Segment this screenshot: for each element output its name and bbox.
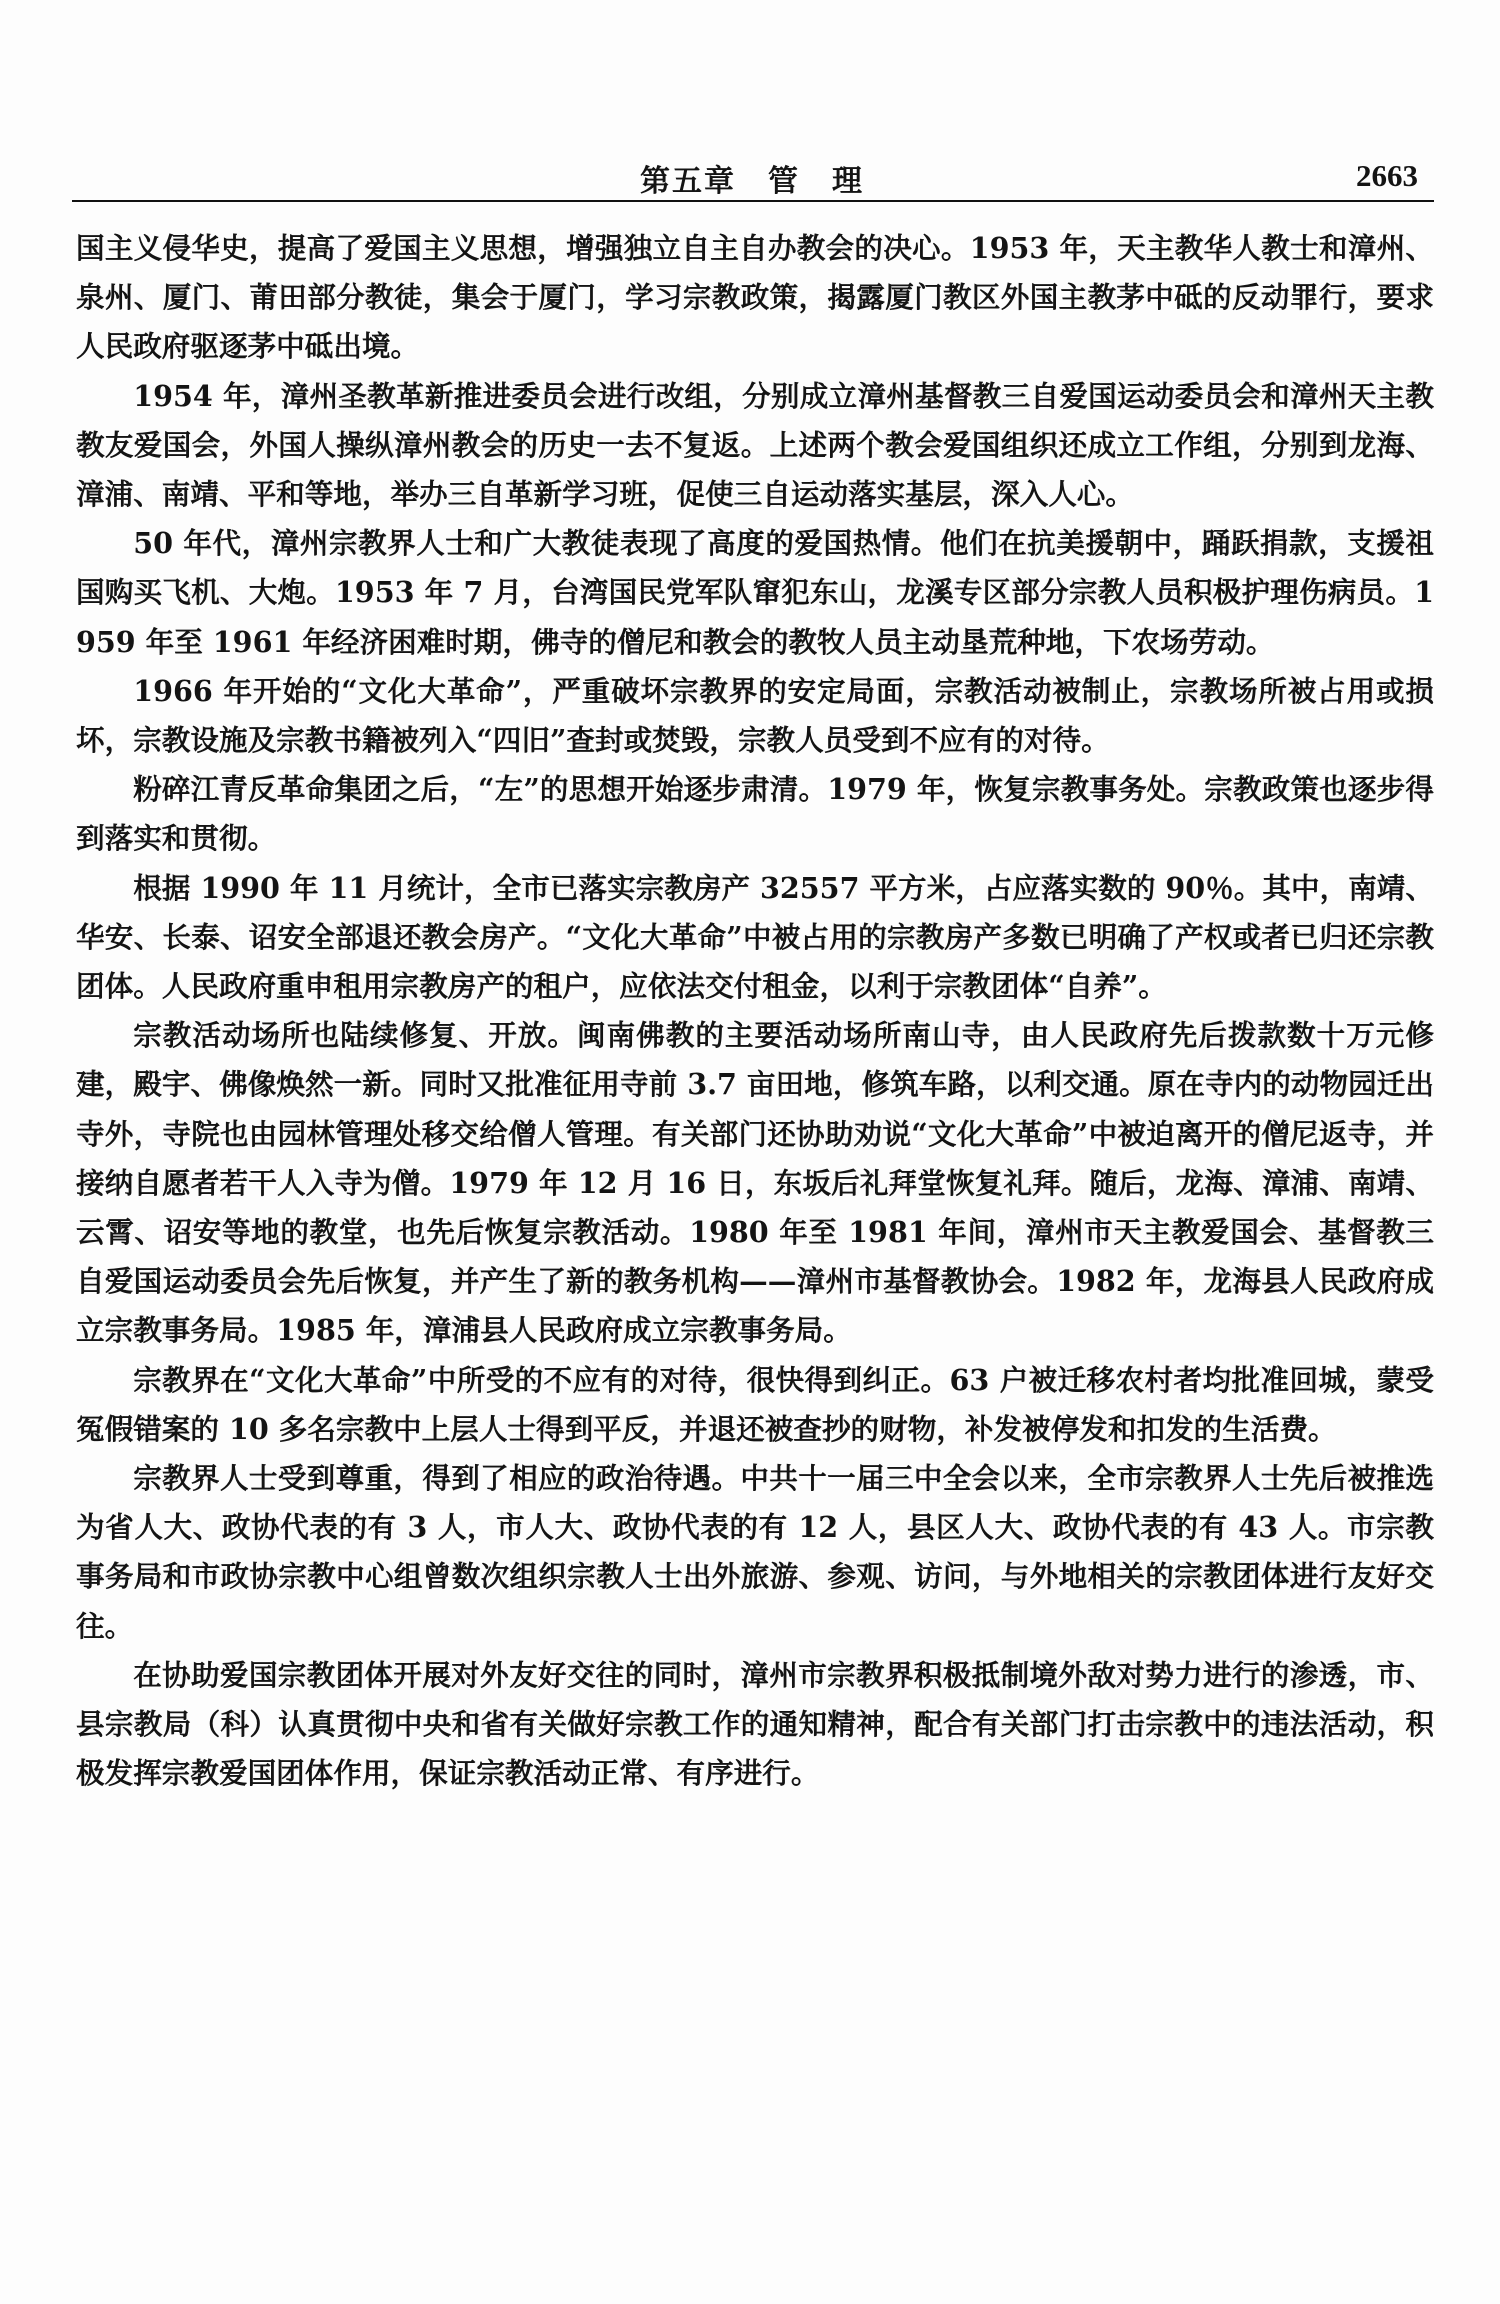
paragraph: 在协助爱国宗教团体开展对外友好交往的同时，漳州市宗教界积极抵制境外敌对势力进行的渗透，市、县宗教局（科）认真贯彻中央和省有关做好宗教工作的通知精神，配合有关部门打击宗教中的违法活动，积极发挥宗教爱国团体作用，保证宗教活动正常、有序进行。 — [76, 1657, 1434, 1791]
chapter-title: 第五章 管 理 — [640, 164, 864, 199]
running-header — [72, 148, 1432, 200]
paragraph: 1954 年，漳州圣教革新推进委员会进行改组，分别成立漳州基督教三自爱国运动委员会和漳州天主教教友爱国会，外国人操纵漳州教会的历史一去不复返。上述两个教会爱国组织还成立工作组，分别到龙海、漳浦、南靖、平和等地，举办三自革新学习班，促使三自运动落实基层，深入人心。 — [76, 378, 1434, 512]
paragraph: 根据 1990 年 11 月统计，全市已落实宗教房产 32557 平方米，占应落实数的 90％。其中，南靖、华安、长泰、诏安全部退还教会房产。“文化大革命”中被占用的宗教房产多数已明确了产权或者已归还宗教团体。人民政府重申租用宗教房产的租户，应依法交付租金，以利于宗教团体“自养”。 — [76, 870, 1434, 1004]
header-rule — [72, 200, 1434, 202]
paragraph: 50 年代，漳州宗教界人士和广大教徒表现了高度的爱国热情。他们在抗美援朝中，踊跃捐款，支援祖国购买飞机、大炮。1953 年 7 月，台湾国民党军队窜犯东山，龙溪专区部分宗教人员积极护理伤病员。1959 年至 1961 年经济困难时期，佛寺的僧尼和教会的教牧人员主动垦荒种地，下农场劳动。 — [76, 526, 1434, 659]
paragraph: 宗教活动场所也陆续修复、开放。闽南佛教的主要活动场所南山寺，由人民政府先后拨款数十万元修建，殿宇、佛像焕然一新。同时又批准征用寺前 3.7 亩田地，修筑车路，以利交通。原在寺内的动物园迁出寺外，寺院也由园林管理处移交给僧人管理。有关部门还协助劝说“文化大革命”中被迫离开的僧尼返寺，并接纳自愿者若干人入寺为僧。1979 年 12 月 16 日，东坂后礼拜堂恢复礼拜。随后，龙海、漳浦、南靖、云霄、诏安等地的教堂，也先后恢复宗教活动。1980 年至 1981 年间，漳州市天主教爱国会、基督教三自爱国运动委员会先后恢复，并产生了新的教务机构——漳州市基督教协会。1982 年，龙海县人民政府成立宗教事务局。1985 年，漳浦县人民政府成立宗教事务局。 — [76, 1018, 1434, 1348]
paragraph: 1966 年开始的“文化大革命”，严重破坏宗教界的安定局面，宗教活动被制止，宗教场所被占用或损坏，宗教设施及宗教书籍被列入“四旧”查封或焚毁，宗教人员受到不应有的对待。 — [76, 673, 1434, 758]
paragraph: 宗教界人士受到尊重，得到了相应的政治待遇。中共十一届三中全会以来，全市宗教界人士先后被推选为省人大、政协代表的有 3 人，市人大、政协代表的有 12 人，县区人大、政协代表的有 43 人。市宗教事务局和市政协宗教中心组曾数次组织宗教人士出外旅游、参观、访问，与外地相关的宗教团体进行友好交往。 — [76, 1461, 1434, 1643]
page-number: 2663 — [1356, 158, 1418, 193]
paragraph: 粉碎江青反革命集团之后，“左”的思想开始逐步肃清。1979 年，恢复宗教事务处。宗教政策也逐步得到落实和贯彻。 — [76, 772, 1434, 856]
paragraph: 国主义侵华史，提高了爱国主义思想，增强独立自主自办教会的决心。1953 年，天主教华人教士和漳州、泉州、厦门、莆田部分教徒，集会于厦门，学习宗教政策，揭露厦门教区外国主教茅中砥的反动罪行，要求人民政府驱逐茅中砥出境。 — [76, 231, 1434, 364]
body-text — [76, 224, 1434, 1799]
paragraph: 宗教界在“文化大革命”中所受的不应有的对待，很快得到纠正。63 户被迁移农村者均批准回城，蒙受冤假错案的 10 多名宗教中上层人士得到平反，并退还被查抄的财物，补发被停发和扣发的生活费。 — [76, 1362, 1434, 1446]
